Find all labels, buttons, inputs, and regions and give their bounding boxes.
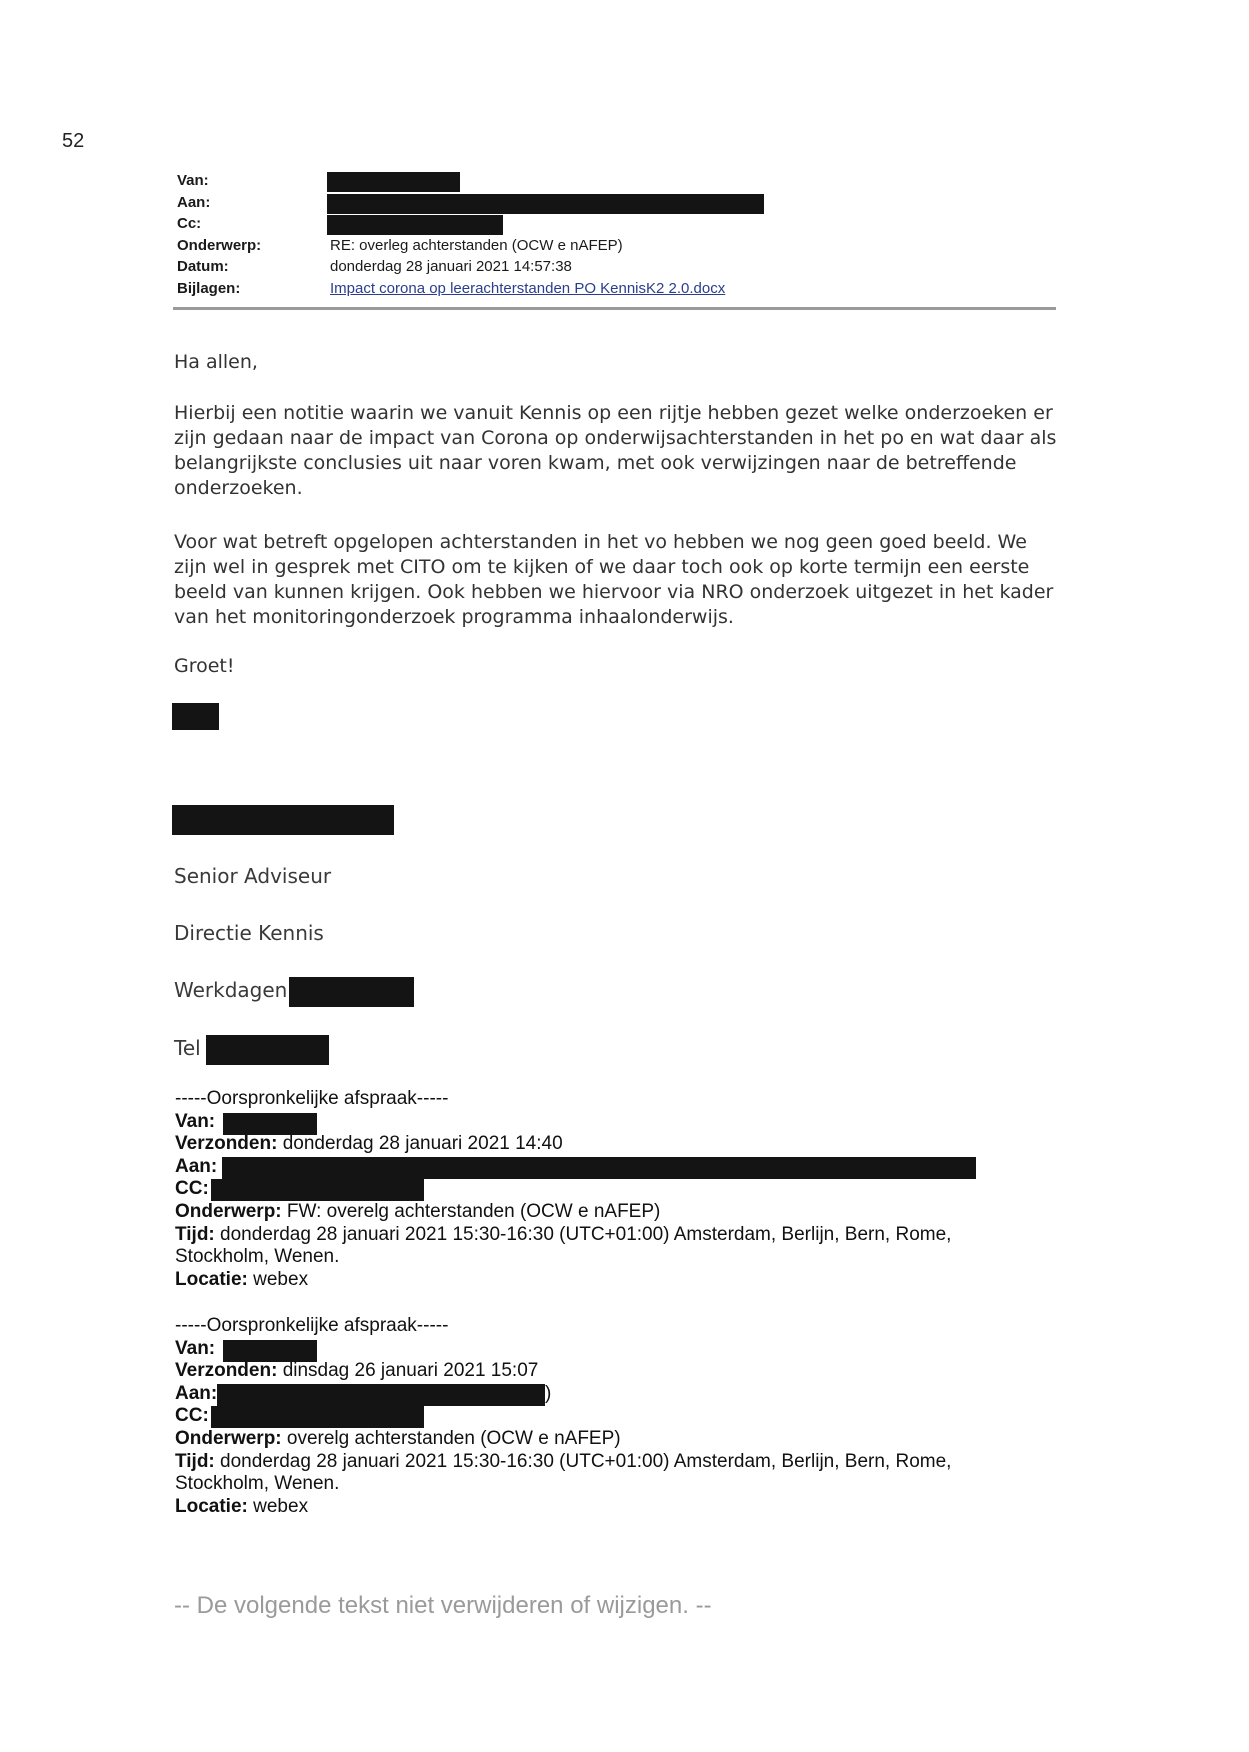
header-attachments-label: Bijlagen: [177,279,241,297]
header-from-label: Van: [177,172,209,189]
orig1-to-row: Aan: [175,1156,1075,1179]
orig2-heading: -----Oorspronkelijke afspraak----- [175,1315,449,1336]
orig1-sent-row: Verzonden: donderdag 28 januari 2021 14:40 [175,1133,563,1155]
redaction-block [211,1406,424,1428]
orig1-location-row: Locatie: webex [175,1268,309,1290]
attachment-link[interactable]: Impact corona op leerachterstanden PO KennisK2 2.0.docx [330,279,726,297]
header-date-row [177,256,1057,278]
redaction-block [223,1340,317,1362]
paragraph-1: Hierbij een notitie waarin we vanuit Kennis op een rijtje hebben gezet welke onderzoeken er zijn gedaan naar de impact van Corona op onderwijsachterstanden in het po en wat daar als belangrijkste conclusies uit naar voren kwam, met ook verwijzingen naar de betreffende onderzoeken. [174,402,1057,499]
redaction-block [222,1157,976,1179]
orig1-time-row: Tijd: donderdag 28 januari 2021 15:30-16:30 (UTC+01:00) Amsterdam, Berlijn, Bern, Rome, Stockholm, Wenen. [175,1223,952,1268]
orig2-cc-row: CC: [175,1405,1075,1428]
workdays-label: Werkdagen [174,978,288,1002]
email-header [177,170,1057,299]
header-date-label: Datum: [177,258,229,275]
orig2-location-row: Locatie: webex [175,1495,309,1517]
redaction-block [327,194,764,214]
orig2-from-row: Van: [175,1338,1075,1361]
redaction-block [172,805,394,835]
orig1-subject-row: Onderwerp: FW: overelg achterstanden (OCW e nAFEP) [175,1200,661,1222]
orig2-to-row: Aan: ) [175,1382,552,1404]
redaction-block [289,977,414,1007]
redaction-block [327,172,460,192]
closing: Groet! [174,655,235,677]
signature-role: Senior Adviseur [174,864,332,888]
orig1-from-row: Van: [175,1111,1075,1134]
orig2-sent-row: Verzonden: dinsdag 26 januari 2021 15:07 [175,1360,539,1382]
header-to-row [177,192,1057,214]
tel-label: Tel [174,1036,201,1060]
orig1-heading: -----Oorspronkelijke afspraak----- [175,1088,449,1109]
redaction-block [327,215,503,235]
header-divider [173,307,1056,310]
orig1-cc-row: CC: [175,1178,1075,1201]
redaction-block [217,1384,545,1406]
header-subject-value: RE: overleg achterstanden (OCW e nAFEP) [330,236,623,254]
signature-department: Directie Kennis [174,921,324,945]
header-to-label: Aan: [177,193,211,211]
redaction-block [211,1179,424,1201]
redaction-block [172,703,219,730]
header-cc-label: Cc: [177,215,202,232]
header-cc-row [177,213,1057,235]
header-subject-row [177,235,1057,257]
redaction-block [223,1113,317,1135]
header-date-value: donderdag 28 januari 2021 14:57:38 [330,258,572,275]
redaction-block [206,1035,329,1065]
header-attachments-row [177,278,1057,300]
header-subject-label: Onderwerp: [177,236,262,254]
orig2-time-row: Tijd: donderdag 28 januari 2021 15:30-16:30 (UTC+01:00) Amsterdam, Berlijn, Bern, Rome, Stockholm, Wenen. [175,1450,952,1495]
original-appointment-2 [175,1315,1075,1518]
greeting: Ha allen, [174,351,258,373]
signature-workdays [174,978,287,1002]
header-from-row [177,170,1057,192]
orig2-to-suffix: ) [545,1382,552,1404]
original-appointment-1 [175,1088,1075,1291]
orig2-subject-row: Onderwerp: overelg achterstanden (OCW e nAFEP) [175,1427,621,1449]
signature-tel [174,1036,201,1060]
paragraph-2: Voor wat betreft opgelopen achterstanden in het vo hebben we nog geen goed beeld. We zijn wel in gesprek met CITO om te kijken of we daar toch ook op korte termijn een eerste beeld van kunnen krijgen. Ook hebben we hiervoor via NRO onderzoek uitgezet in het kader van het monitoringonderzoek programma inhaalonderwijs. [174,531,1054,628]
footer-note: -- De volgende tekst niet verwijderen of wijzigen. -- [174,1592,712,1619]
page-number: 52 [62,130,85,152]
